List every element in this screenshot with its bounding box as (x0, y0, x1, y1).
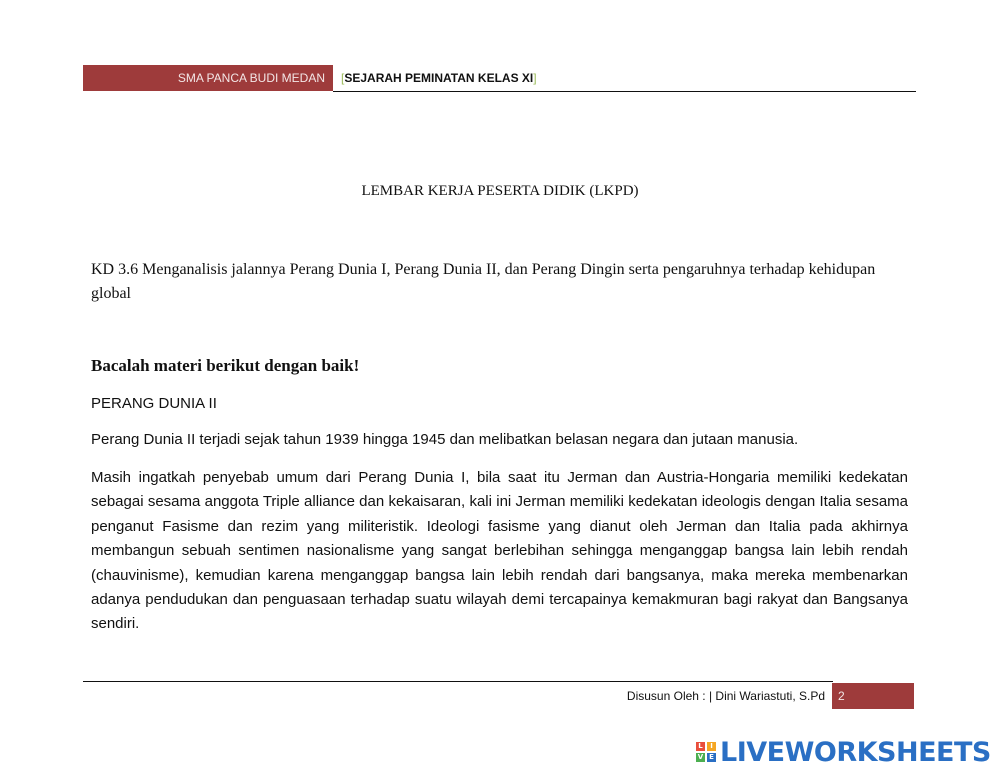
logo-letter: I (707, 742, 716, 751)
paragraph-1: Perang Dunia II terjadi sejak tahun 1939 hingga 1945 dan melibatkan belasan negara dan jutaan manusia. (91, 431, 799, 448)
footer-credit: Disusun Oleh : | Dini Wariastuti, S.Pd (626, 689, 825, 703)
header-school-box (83, 65, 333, 91)
document-title: LEMBAR KERJA PESERTA DIDIK (LKPD) (361, 183, 639, 199)
instruction: Bacalah materi berikut dengan baik! (91, 356, 360, 375)
bracket-close: ] (533, 71, 537, 85)
logo-letter: E (707, 753, 716, 762)
liveworksheets-logo[interactable] (696, 737, 991, 767)
bracket-open: [ (341, 71, 345, 85)
logo-grid-icon (696, 742, 716, 762)
section-heading: PERANG DUNIA II (91, 395, 217, 412)
header-school: SMA PANCA BUDI MEDAN (177, 71, 325, 85)
competency-statement: KD 3.6 Menganalisis jalannya Perang Dunia I, Perang Dunia II, dan Perang Dingin serta pengaruhnya terhadap kehidupan global (91, 261, 876, 302)
header-course (341, 71, 537, 85)
header-divider (333, 91, 916, 92)
logo-letter: L (696, 742, 705, 751)
logo-letter: V (697, 753, 704, 761)
footer-divider (83, 681, 833, 682)
course-title: SEJARAH PEMINATAN KELAS XI (344, 71, 534, 85)
page-number: 2 (832, 683, 914, 709)
brand-name: LIVEWORKSHEETS (720, 736, 991, 768)
paragraph-2: Masih ingatkah penyebab umum dari Perang Dunia I, bila saat itu Jerman dan Austria-Hongaria memiliki kedekatan sebagai sesama anggota Triple alliance dan kekaisaran, kali ini Jerman memiliki kedekatan ideologis dengan Italia sesama penganut Fasisme dan rezim yang militeristik. Ideologi fasisme yang dianut oleh Jerman dan Italia pada akhirnya membangun sebuah sentimen nasionalisme yang sangat berlebihan sehingga menganggap bangsa lain lebih rendah (chauvinisme), kemudian karena menganggap bangsa lain lebih rendah dari bangsanya, maka mereka membenarkan adanya pendudukan dan penguasaan terhadap suatu wilayah demi tercapainya kemakmuran bagi rakyat dan Bangsanya sendiri. (91, 469, 908, 633)
